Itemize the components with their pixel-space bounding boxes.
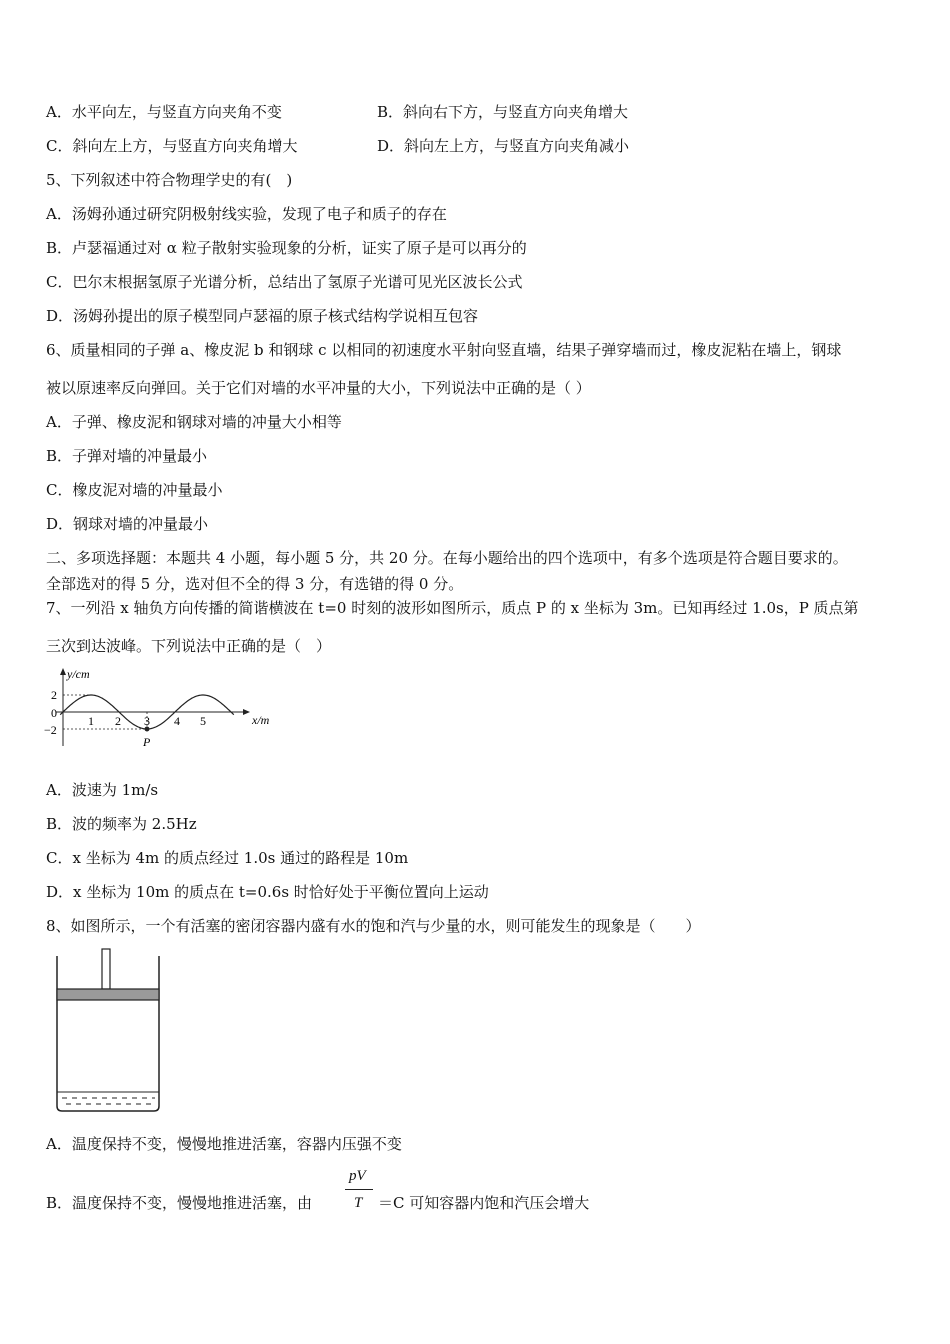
section2-heading-line2: 全部选对的得 5 分，选对但不全的得 3 分，有选错的得 0 分。 xyxy=(46,575,464,593)
q5-stem: 5、下列叙述中符合物理学史的有( ) xyxy=(46,171,293,189)
piston xyxy=(57,989,159,1000)
y-tick-0: 0 xyxy=(51,706,57,720)
point-p-label: P xyxy=(143,735,151,749)
piston-rod xyxy=(102,949,110,989)
q5-option-c: C．巴尔末根据氢原子光谱分析，总结出了氢原子光谱可见光区波长公式 xyxy=(46,273,523,291)
q6-stem-line1: 6、质量相同的子弹 a、橡皮泥 b 和钢球 c 以相同的初速度水平射向竖直墙，结果子弹穿墙而过，橡皮泥粘在墙上，钢球 xyxy=(46,341,842,359)
y-axis-arrow xyxy=(60,668,66,675)
x-tick-3: 3 xyxy=(144,714,150,728)
fraction-bar xyxy=(345,1189,373,1190)
y-tick-neg2: −2 xyxy=(44,723,57,737)
q4-option-d: D．斜向左上方，与竖直方向夹角减小 xyxy=(377,137,630,155)
q8-option-b-suffix: ＝C 可知容器内饱和汽压会增大 xyxy=(378,1194,590,1212)
fraction-numerator: pV xyxy=(349,1168,366,1184)
q6-option-d: D．钢球对墙的冲量最小 xyxy=(46,515,209,533)
q7-option-b: B．波的频率为 2.5Hz xyxy=(46,815,197,833)
x-axis-arrow xyxy=(243,709,250,715)
q5-option-a: A．汤姆孙通过研究阴极射线实验，发现了电子和质子的存在 xyxy=(46,205,447,223)
q8-option-b-prefix: B．温度保持不变，慢慢地推进活塞，由 xyxy=(46,1194,313,1212)
q4-option-c: C．斜向左上方，与竖直方向夹角增大 xyxy=(46,137,298,155)
q4-option-a: A．水平向左，与竖直方向夹角不变 xyxy=(46,103,282,121)
q7-stem-line2: 三次到达波峰。下列说法中正确的是（ ） xyxy=(46,637,332,655)
q8-option-a: A．温度保持不变，慢慢地推进活塞，容器内压强不变 xyxy=(46,1135,402,1153)
x-tick-5: 5 xyxy=(200,714,206,728)
y-axis-label: y/cm xyxy=(67,667,90,681)
x-tick-1: 1 xyxy=(88,714,94,728)
container-figure xyxy=(50,948,165,1114)
q4-option-b: B．斜向右下方，与竖直方向夹角增大 xyxy=(377,103,629,121)
q6-option-c: C．橡皮泥对墙的冲量最小 xyxy=(46,481,223,499)
q7-stem-line1: 7、一列沿 x 轴负方向传播的简谐横波在 t=0 时刻的波形如图所示，质点 P 的 x 坐标为 3m。已知再经过 1.0s，P 质点第 xyxy=(46,599,859,617)
x-axis-label: x/m xyxy=(252,713,269,727)
y-tick-2: 2 xyxy=(51,688,57,702)
q6-option-b: B．子弹对墙的冲量最小 xyxy=(46,447,208,465)
q6-option-a: A．子弹、橡皮泥和钢球对墙的冲量大小相等 xyxy=(46,413,342,431)
q6-stem-line2: 被以原速率反向弹回。关于它们对墙的水平冲量的大小，下列说法中正确的是（ ） xyxy=(46,379,591,397)
x-tick-2: 2 xyxy=(115,714,121,728)
fraction-denominator: T xyxy=(354,1195,363,1211)
wave-figure xyxy=(44,666,269,750)
q5-option-b: B．卢瑟福通过对 α 粒子散射实验现象的分析，证实了原子是可以再分的 xyxy=(46,239,527,257)
q7-option-a: A．波速为 1m/s xyxy=(46,781,159,799)
q8-stem: 8、如图所示，一个有活塞的密闭容器内盛有水的饱和汽与少量的水，则可能发生的现象是（ ） xyxy=(46,917,701,935)
q5-option-d: D．汤姆孙提出的原子模型同卢瑟福的原子核式结构学说相互包容 xyxy=(46,307,479,325)
x-tick-4: 4 xyxy=(174,714,180,728)
q7-option-c: C．x 坐标为 4m 的质点经过 1.0s 通过的路程是 10m xyxy=(46,849,409,867)
q7-option-d: D．x 坐标为 10m 的质点在 t=0.6s 时恰好处于平衡位置向上运动 xyxy=(46,883,489,901)
section2-heading-line1: 二、多项选择题：本题共 4 小题，每小题 5 分，共 20 分。在每小题给出的四个选项中，有多个选项是符合题目要求的。 xyxy=(46,549,848,567)
